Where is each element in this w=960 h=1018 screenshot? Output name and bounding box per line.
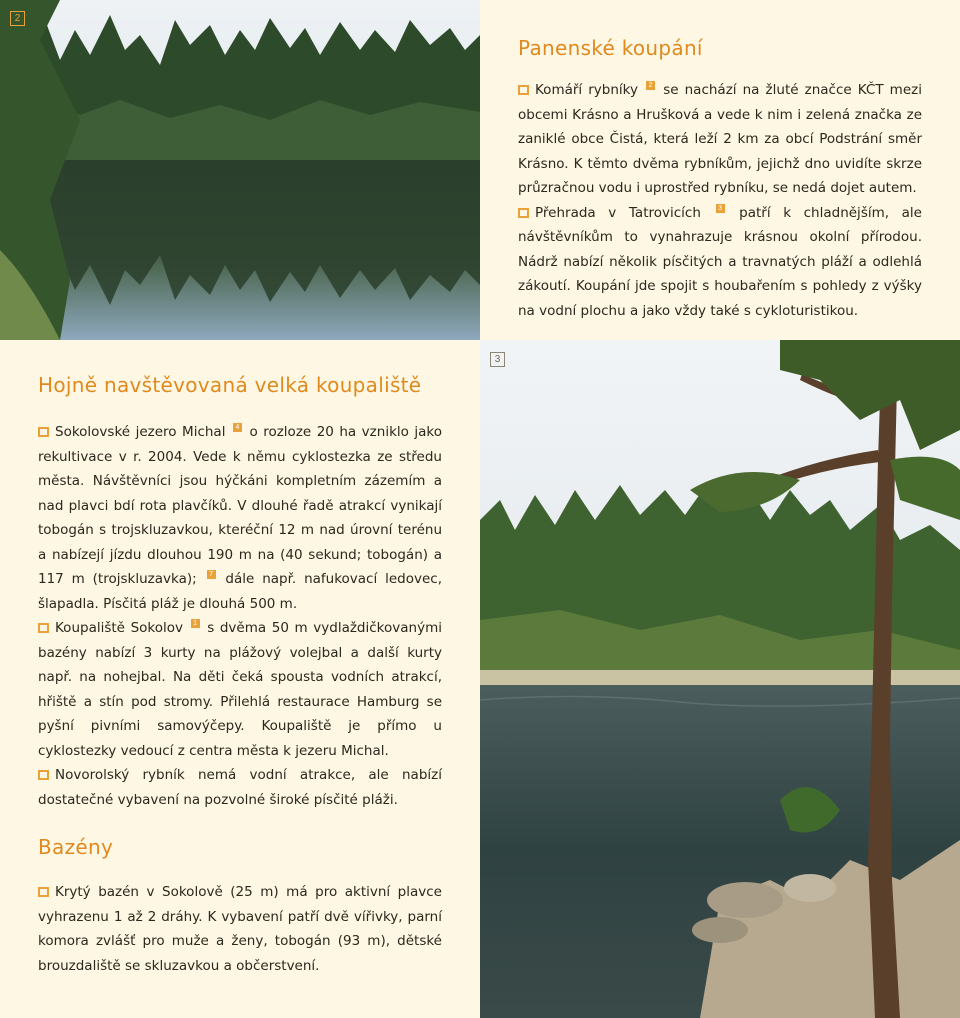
photo-reference-marker: 7: [207, 570, 216, 579]
section-title-panenske: Panenské koupání: [518, 36, 703, 60]
bullet-square-icon: [38, 427, 49, 437]
list-item: [38, 616, 442, 763]
item-text: Komáří rybníky: [535, 82, 638, 98]
list-item: [38, 763, 442, 812]
photo-number-badge: 2: [10, 11, 25, 26]
bullet-square-icon: [38, 887, 49, 897]
section-body-bazeny: [38, 880, 442, 978]
photo-reference-marker: 2: [646, 81, 655, 90]
bullet-square-icon: [38, 623, 49, 633]
bullet-square-icon: [518, 208, 529, 218]
item-text: s dvěma 50 m vydlaždičkovanými bazény nabízí 3 kurty na plážový volejbal a další kurty např. na nohejbal. Na děti čeká spousta vodních atrakcí, hřiště a stín pod stromy. Přilehlá restaurace Hamburg se pyšní pivními samovýčepy. Koupaliště je přímo u cyklostezky vedoucí z centra města k jezeru Michal.: [38, 620, 442, 759]
photo-reference-marker: 1: [191, 619, 200, 628]
item-text: Koupaliště Sokolov: [55, 620, 183, 636]
lake-pine-photo: [480, 340, 960, 1018]
section-body-koupaliste: [38, 420, 442, 812]
item-text: dále např. nafukovací ledovec, šlapadla. Písčitá pláž je dlouhá 500 m.: [38, 571, 442, 612]
bullet-square-icon: [38, 770, 49, 780]
section-title-koupaliste: Hojně navštěvovaná velká koupaliště: [38, 373, 422, 397]
list-item: [518, 78, 922, 201]
photo-reference-marker: 3: [716, 204, 725, 213]
photo-reference-marker: 4: [233, 423, 242, 432]
item-text: o rozloze 20 ha vzniklo jako rekultivace v r. 2004. Vede k němu cyklostezka ze středu města. Návštěvníci jsou hýčkáni kompletním zázemím a nad plavci bdí rota plavčíků. V dlouhé řadě atrakcí vynikají tobogán s trojskluzavkou, kteréční 12 m nad úrovní terénu a nabízejí jízdu dlouhou 190 m na (40 sekund; tobogán) a 117 m (trojskluzavka);: [38, 424, 443, 587]
item-text: Sokolovské jezero Michal: [55, 424, 226, 440]
section-body-panenske: [518, 78, 922, 323]
item-text: Krytý bazén v Sokolově (25 m) má pro aktivní plavce vyhrazenu 1 až 2 dráhy. K vybavení patří dvě vířivky, parní komora zvlášť pro muže a ženy, tobogán (93 m), dětské brouzdaliště se skluzavkou a občerstvení.: [38, 884, 442, 974]
item-text: Novorolský rybník nemá vodní atrakce, ale nabízí dostatečné vybavení na pozvolné široké písčité pláži.: [38, 767, 442, 808]
list-item: [518, 201, 922, 324]
list-item: [38, 420, 442, 616]
item-text: Přehrada v Tatrovicích: [535, 204, 701, 221]
bullet-square-icon: [518, 85, 529, 95]
photo-number-badge: 3: [490, 352, 505, 367]
item-text: patří k chladnějším, ale návštěvníkům to vynahrazuje krásnou okolní přírodou. Nádrž nabízí několik písčitých a travnatých pláží a odlehlá zákoutí. Koupání jde spojit s houbařením s pohledy z výšky na vodní plochu a jako vždy také s cykloturistikou.: [518, 204, 922, 319]
item-text: se nachází na žluté značce KČT mezi obcemi Krásno a Hrušková a vede k nim i zelená značka ze zaniklé obce Čistá, která leží 2 km za obcí Podstrání směr Krásno. K těmto dvěma rybníkům, jejichž dno uvidíte skrze průzračnou vodu i uprostřed rybníku, se nedá dojet autem.: [518, 82, 922, 196]
section-title-bazeny: Bazény: [38, 835, 114, 859]
forest-lake-photo: [0, 0, 480, 340]
list-item: [38, 880, 442, 978]
